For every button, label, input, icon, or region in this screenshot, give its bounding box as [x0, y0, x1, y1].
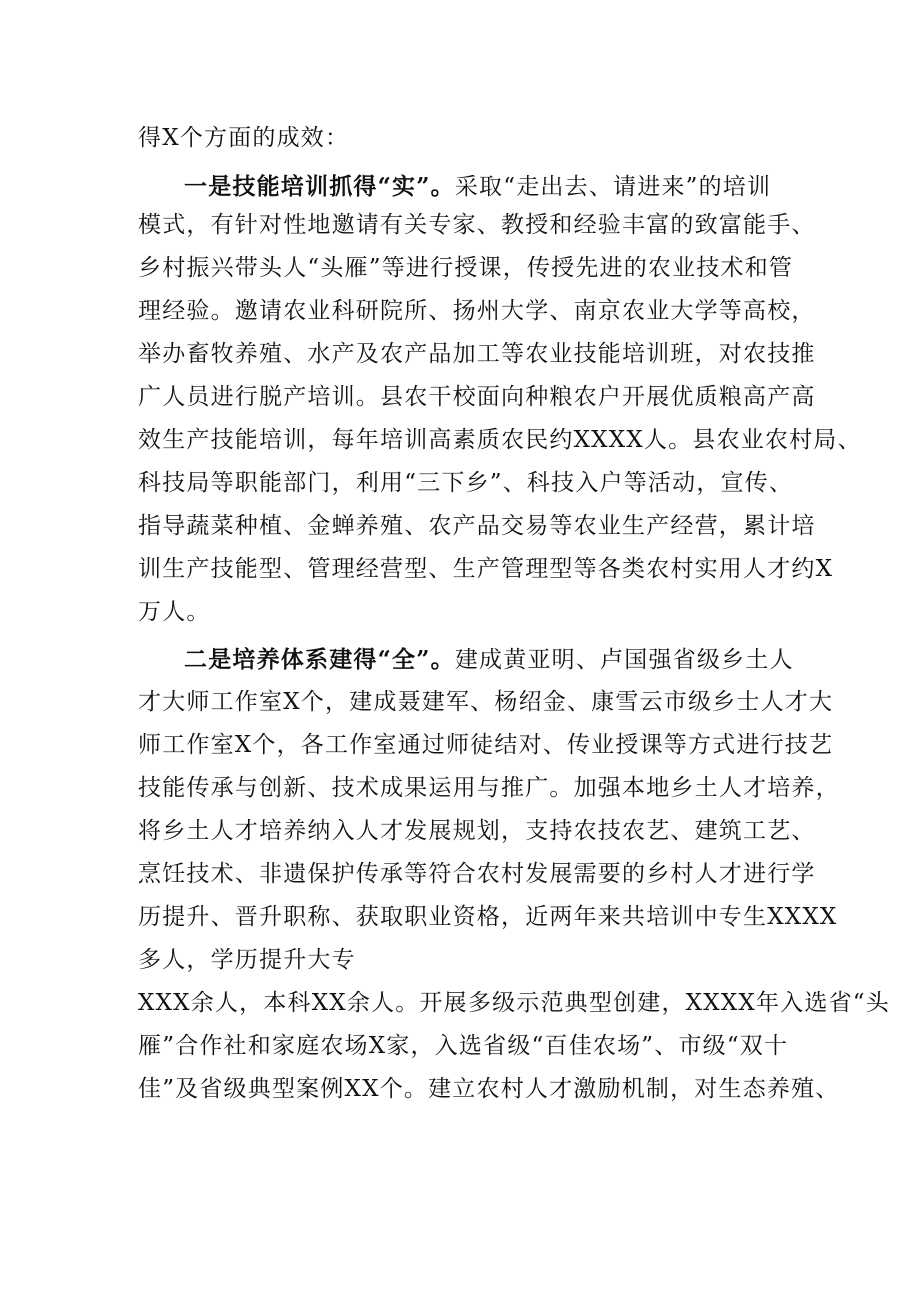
paragraph-line: 乡村振兴带头人“头雁”等进行授课，传授先进的农业技术和管 [138, 255, 794, 281]
paragraph-line: 历提升、晋升职称、获取职业资格，近两年来共培训中专生XXXX [138, 904, 838, 930]
intro-line: 得X个方面的成效： [138, 125, 350, 151]
paragraph-line: 模式，有针对性地邀请有关专家、教授和经验丰富的致富能手、 [138, 212, 816, 238]
paragraph-line [184, 645, 794, 675]
paragraph-line: 多人，学历提升大专 [138, 947, 356, 973]
paragraph-line: 技能传承与创新、技术成果运用与推广。加强本地乡土人才培养， [138, 775, 840, 801]
paragraph-line: 万人。 [138, 599, 211, 625]
section-2-line-1-text: 建成黄亚明、卢国强省级乡土人 [454, 647, 794, 673]
paragraph-line: 科技局等职能部门，利用“三下乡”、科技入户等活动，宣传、 [138, 470, 794, 496]
paragraph-line [184, 172, 771, 202]
paragraph-line: 才大师工作室X个，建成聂建军、杨绍金、康雪云市级乡士人才大 [138, 689, 834, 715]
paragraph-line: 将乡土人才培养纳入人才发展规划，支持农技农艺、建筑工艺、 [138, 818, 816, 844]
paragraph-line: 师工作室X个，各工作室通过师徒结对、传业授课等方式进行技艺 [138, 732, 834, 758]
paragraph-line: 烹饪技术、非遗保护传承等符合农村发展需要的乡村人才进行学 [138, 861, 816, 887]
paragraph-line: XXX余人，本科XX余人。开展多级示范典型创建，XXXX年入选省“头 [138, 990, 890, 1016]
section-1-line-1-text: 采取“走出去、请进来”的培训 [454, 174, 772, 200]
section-1-lead: 一是技能培训抓得“实”。 [184, 173, 455, 200]
paragraph-line: 佳”及省级典型案例XX个。建立农村人才激励机制，对生态养殖、 [138, 1076, 840, 1102]
paragraph-line: 雁”合作社和家庭农场X家，入选省级“百佳农场”、市级“双十 [138, 1033, 789, 1059]
section-2-lead: 二是培养体系建得“全”。 [184, 646, 455, 673]
paragraph-line: 训生产技能型、管理经营型、生产管理型等各类农村实用人才约X [138, 556, 834, 582]
paragraph-line: 广人员进行脱产培训。县农干校面向种粮农户开展优质粮高产高 [138, 384, 816, 410]
paragraph-line: 举办畜牧养殖、水产及农产品加工等农业技能培训班，对农技推 [138, 341, 816, 367]
paragraph-line: 效生产技能培训，每年培训高素质农民约XXXX人。县农业农村局、 [138, 427, 862, 453]
paragraph-line: 指导蔬菜种植、金蝉养殖、农产品交易等农业生产经营，累计培 [138, 513, 816, 539]
paragraph-line: 理经验。邀请农业科研院所、扬州大学、南京农业大学等高校， [138, 298, 816, 324]
